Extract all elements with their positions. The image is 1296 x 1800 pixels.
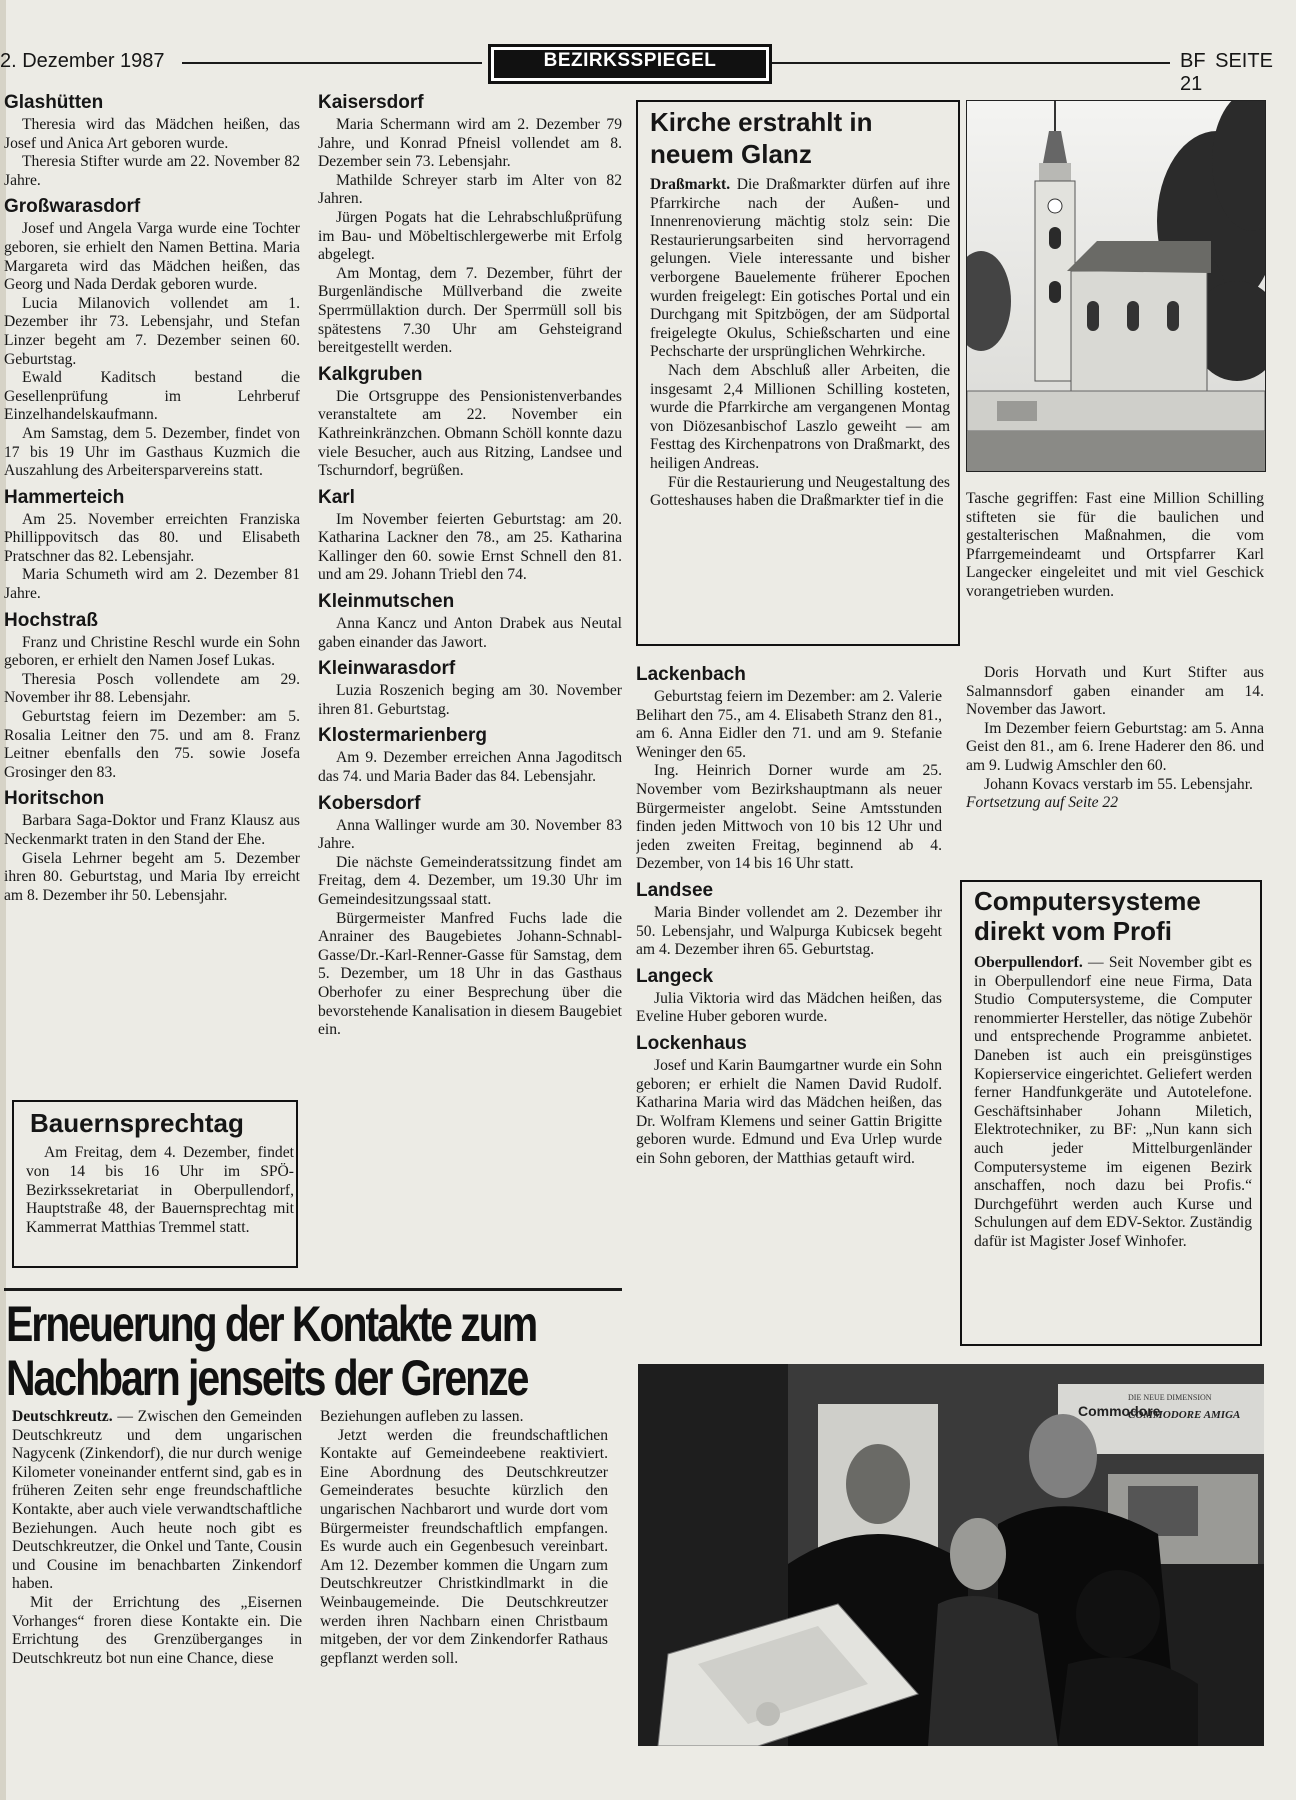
section-heading: Karl [318, 486, 355, 508]
kontakte-col-1 [12, 1408, 302, 1742]
section-paragraph: Ing. Heinrich Dorner wurde am 25. November vom Bezirkshauptmann als neuer Bürgermeister angelobt. Seine Amtsstunden finden jeden Mittwoch von 10 bis 12 Uhr und jeden zweiten Freitag, beginnend ab 4. Dezember, von 14 bis 16 Uhr statt. [636, 762, 942, 873]
kirche-box [636, 100, 960, 646]
section-heading: Lockenhaus [636, 1032, 747, 1054]
header-rule-left [182, 62, 482, 64]
col4-para-1: Im Dezember feiern Geburtstag: am 5. Anna Geist den 81., am 6. Irene Haderer den 86. und am 9. Ludwig Amschler den 60. [966, 719, 1264, 774]
section-heading: Kleinwarasdorf [318, 658, 456, 680]
section-paragraph: Mathilde Schreyer starb im Alter von 82 Jahren. [318, 171, 622, 208]
section-paragraph: Am 25. November erreichten Franziska Phillippovitsch das 80. und Elisabeth Pratschner das 82. Lebensjahr. [4, 510, 300, 565]
computer-title: Computersysteme direkt vom Profi [974, 886, 1201, 946]
kirche-continuation: Tasche gegriffen: Fast eine Million Schilling stifteten sie für die baulichen und gestalterischen Maßnahmen, die vom Pfarrgemeindeamt und Ortspfarrer Karl Langecker eingeleitet und mit viel Geschick vorangetrieben wurden. [966, 490, 1264, 600]
section-paragraph: Die nächste Gemeinderatssitzung findet am Freitag, dem 4. Dezember, um 19.30 Uhr im Gemeindesitzungssaal statt. [318, 853, 622, 908]
section-paragraph: Geburtstag feiern im Dezember: am 5. Rosalia Leitner den 75. und am 8. Franz Leitner ebenfalls den 75. sowie Josefa Grosinger den 83. [4, 708, 300, 781]
section-heading: Landsee [636, 879, 714, 901]
computer-text: — Seit November gibt es in Oberpullendorf eine neue Firma, Data Studio Computersysteme, die Computer renommierter Hersteller, das nötige Zubehör und entsprechende Programme anbietet. Daneben ist auch ein preisgünstiges Kopierservice eingerichtet. Geliefert werden ferner Handfunkgeräte und Autotelefone. Geschäftsinhaber Johann Miletich, Elektrotechniker, zu BF: „Nun kann sich auch jeder Mittelburgenländer Computersysteme im eigenen Bezirk anschaffen, noch dazu bei Profis.“ Durchgeführt werden auch Kurse und Schulungen auf dem EDV-Sektor. Zuständig dafür ist Magister Josef Winhofer. [974, 954, 1252, 1250]
section-paragraph: Theresia wird das Mädchen heißen, das Josef und Anica Art geboren wurde. [4, 116, 300, 152]
kirche-lead: Draßmarkt. [650, 176, 731, 193]
kontakte-col-2 [320, 1408, 608, 1742]
section-paragraph: Maria Schumeth wird am 2. Dezember 81 Jahre. [4, 566, 300, 603]
bauernsprechtag-box [12, 1100, 298, 1268]
issue-date: 2. Dezember 1987 [0, 50, 165, 72]
section-paragraph: Theresia Stifter wurde am 22. November 82 Jahre. [4, 153, 300, 189]
col4-para-0: Doris Horvath und Kurt Stifter aus Salmannsdorf gaben einander am 14. November das Jawort. [966, 664, 1264, 719]
kirche-continuation-col [966, 490, 1264, 640]
column-1 [4, 92, 300, 1080]
section-heading: Hochstraß [4, 609, 98, 631]
section-paragraph: Am 9. Dezember erreichen Anna Jagoditsch das 74. und Maria Bader das 84. Lebensjahr. [318, 749, 622, 786]
section-heading: Klostermarienberg [318, 725, 487, 747]
section-heading: Glashütten [4, 92, 104, 113]
church-photo [966, 100, 1266, 472]
kirche-para-1: Nach dem Abschluß aller Arbeiten, die insgesamt 2,4 Millionen Schilling kosteten, wurde die Pfarrkirche am vergangenen Montag von Diözesanbischof Laszlo geweiht — am Festtag des Kirchenpatrons von Draßmarkt, des heiligen Andreas. [650, 361, 950, 472]
bauernsprechtag-text: Am Freitag, dem 4. Dezember, findet von 14 bis 16 Uhr im SPÖ-Bezirkssekretariat in Oberpullendorf, Hauptstraße 48, der Bauernsprechtag mit Kammerrat Matthias Tremmel statt. [26, 1144, 294, 1237]
section-heading: Großwarasdorf [4, 196, 141, 218]
headline-rule [4, 1288, 622, 1291]
continued-note: Fortsetzung auf Seite 22 [966, 794, 1119, 812]
computer-box [960, 880, 1262, 1346]
section-paragraph: Lucia Milanovich vollendet am 1. Dezember ihr 73. Lebensjahr, und Stefan Linzer begeht am 7. Dezember seinen 60. Geburtstag. [4, 294, 300, 368]
page-number: BF SEITE 21 [1180, 50, 1273, 95]
sign-line-1: DIE NEUE DIMENSION [1128, 1393, 1212, 1402]
sign-line-2: COMMODORE AMIGA [1128, 1409, 1241, 1421]
computer-store-photo [638, 1364, 1264, 1746]
section-paragraph: Am Montag, dem 7. Dezember, führt der Burgenländische Müllverband die zweite Sperrmüllaktion durch. Der Sperrmüll soll bis spätestens 7.30 Uhr am Gehsteigrand bereitgestellt werden. [318, 264, 622, 357]
section-paragraph: Julia Viktoria wird das Mädchen heißen, das Eveline Huber geboren wurde. [636, 989, 942, 1026]
section-paragraph: Im November feierten Geburtstag: am 20. Katharina Lackner den 78., am 25. Katharina Kallinger den 60. sowie Ernst Schnell den 81. und am 29. Johann Triebl den 74. [318, 510, 622, 584]
kontakte-lead: Deutschkreutz. [12, 1408, 113, 1425]
section-heading: Horitschon [4, 788, 105, 810]
kontakte-col2-para-1: Jetzt werden die freundschaftlichen Kontakte auf Gemeindeebene reaktiviert. Eine Abordnung des Deutschkreutzer Gemeinderates besuchte kürzlich den ungarischen Nachbarort und wurde dort vom Bürgermeister freundschaftlich empfangen. Es wurde auch ein Gegenbesuch vereinbart. Am 12. Dezember kommen die Ungarn zum Deutschkreutzer Christkindlmarkt in die Weinbaugemeinde. Die Deutschkreutzer werden ihren Nachbarn einen Christbaum mitgeben, der vor dem Zinkendorfer Rathaus gepflanzt werden soll. [320, 1426, 608, 1667]
section-paragraph: Theresia Posch vollendete am 29. November ihr 88. Lebensjahr. [4, 670, 300, 707]
section-paragraph: Barbara Saga-Doktor und Franz Klausz aus Neckenmarkt traten in den Stand der Ehe. [4, 812, 300, 848]
section-paragraph: Luzia Roszenich beging am 30. November ihren 81. Geburtstag. [318, 682, 622, 718]
bauernsprechtag-title: Bauernsprechtag [30, 1108, 244, 1138]
section-heading: Kleinmutschen [318, 591, 455, 613]
section-paragraph: Franz und Christine Reschl wurde ein Sohn geboren, er erhielt den Namen Josef Lukas. [4, 633, 300, 670]
section-heading: Kalkgruben [318, 363, 423, 385]
section-paragraph: Jürgen Pogats hat die Lehrabschlußprüfung im Bau- und Möbeltischlergewerbe mit Erfolg abgelegt. [318, 208, 622, 264]
computer-lead: Oberpullendorf. [974, 954, 1083, 971]
kontakte-headline-line-2: Nachbarn jenseits der Grenze [6, 1350, 528, 1406]
section-heading: Kaisersdorf [318, 92, 424, 113]
kontakte-col2-para-0: Beziehungen aufleben zu lassen. [320, 1408, 524, 1425]
section-heading: Hammerteich [4, 486, 125, 508]
column-4 [966, 664, 1264, 854]
section-kicker [488, 44, 772, 84]
section-paragraph: Bürgermeister Manfred Fuchs lade die Anrainer des Baugebietes Johann-Schnabl-Gasse/Dr.-Karl-Renner-Gasse für Samstag, dem 5. Dezember, um 18 Uhr in das Gasthaus Oberhofer zu einer Besprechung über die bevorstehende Kanalisation in diesem Baugebiet ein. [318, 909, 622, 1039]
section-paragraph: Geburtstag feiern im Dezember: am 2. Valerie Belihart den 75., am 4. Elisabeth Stranz den 81., am 6. Anna Eidler den 71. und am 9. Stefanie Weninger den 65. [636, 688, 942, 761]
section-heading: Lackenbach [636, 664, 746, 685]
section-paragraph: Gisela Lehrner begeht am 5. Dezember ihren 80. Geburtstag, und Maria Iby erreicht am 8. Dezember ihr 50. Lebensjahr. [4, 849, 300, 904]
col4-para-2: Johann Kovacs verstarb im 55. Lebensjahr. [984, 775, 1253, 793]
section-name: BEZIRKSSPIEGEL [494, 50, 766, 78]
header-rule-right [772, 62, 1170, 64]
kirche-title: Kirche erstrahlt in neuem Glanz [650, 107, 873, 169]
section-paragraph: Maria Schermann wird am 2. Dezember 79 Jahre, und Konrad Pfneisl vollendet am 8. Dezember sein 73. Lebensjahr. [318, 116, 622, 171]
section-paragraph: Anna Kancz und Anton Drabek aus Neutal gaben einander das Jawort. [318, 615, 622, 651]
section-paragraph: Anna Wallinger wurde am 30. November 83 Jahre. [318, 816, 622, 853]
section-paragraph: Ewald Kaditsch bestand die Gesellenprüfung im Lehrberuf Einzelhandelskaufmann. [4, 369, 300, 424]
section-paragraph: Josef und Angela Varga wurde eine Tochter geboren, sie erhielt den Namen Bettina. Maria Margareta wird das Mädchen heißen, das Georg und Nada Derdak geboren wurde. [4, 220, 300, 294]
kontakte-col1-para-1: Mit der Errichtung des „Eisernen Vorhanges“ froren diese Kontakte ein. Die Errichtung des Grenzüberganges in Deutschkreutz bot nun eine Chance, diese [12, 1593, 302, 1667]
sign-brand: Commodore [1078, 1403, 1161, 1419]
kontakte-col1-para-0: — Zwischen den Gemeinden Deutschkreutz und dem ungarischen Nagycenk (Zinkendorf), die nur durch wenige Kilometer voneinander entfernt sind, gab es in früheren Zeiten sehr enge freundschaftliche Kontakte, aber auch viele verwandtschaftliche Beziehungen. Auch heute noch gibt es Deutschkreutzer, die Onkel und Tante, Cousin und Cousine im benachbarten Zinkendorf haben. [12, 1408, 302, 1593]
kontakte-headline-line-1: Erneuerung der Kontakte zum [6, 1296, 537, 1352]
section-paragraph: Josef und Karin Baumgartner wurde ein Sohn geboren; er erhielt die Namen David Rudolf. Katharina Maria wird das Mädchen heißen, das Dr. Wolfram Klemens und seiner Gattin Brigitte geboren wurde. Edmund und Eva Urlep wurde ein Sohn geboren, der Matthias getauft wird. [636, 1056, 942, 1167]
section-paragraph: Die Ortsgruppe des Pensionistenverbandes veranstaltete am 22. November ein Kathreinkränzchen. Obmann Schöll konnte dazu viele Besucher, auch aus Ritzing, Landsee und Tschurndorf, begrüßen. [318, 387, 622, 480]
column-2 [318, 92, 622, 1277]
section-paragraph: Am Samstag, dem 5. Dezember, findet von 17 bis 19 Uhr im Gasthaus Kuzmich die Auszahlung des Arbeitersparvereins statt. [4, 424, 300, 480]
section-paragraph: Maria Binder vollendet am 2. Dezember ihr 50. Lebensjahr, und Walpurga Kubicsek begeht am 4. Dezember ihren 65. Geburtstag. [636, 903, 942, 959]
section-heading: Kobersdorf [318, 792, 421, 814]
section-heading: Langeck [636, 965, 714, 987]
kirche-para-0: Die Draßmarkter dürfen auf ihre Pfarrkirche nach der Außen- und Innenrenovierung mächtig stolz sein: Die Restaurierungsarbeiten sind hervorragend gelungen. Viele interessante und bisher verborgene Bauelemente früherer Epochen wurden freigelegt: Ein gotisches Portal und ein Durchgang mit Spitzbögen, der am Südportal freigelegte Okulus, Schießscharten und eine Pechscharte der ursprünglichen Wehrkirche. [650, 176, 950, 361]
kirche-para-2: Für die Restaurierung und Neugestaltung des Gotteshauses haben die Draßmarkter tief in die [650, 473, 950, 510]
column-3 [636, 664, 942, 1344]
